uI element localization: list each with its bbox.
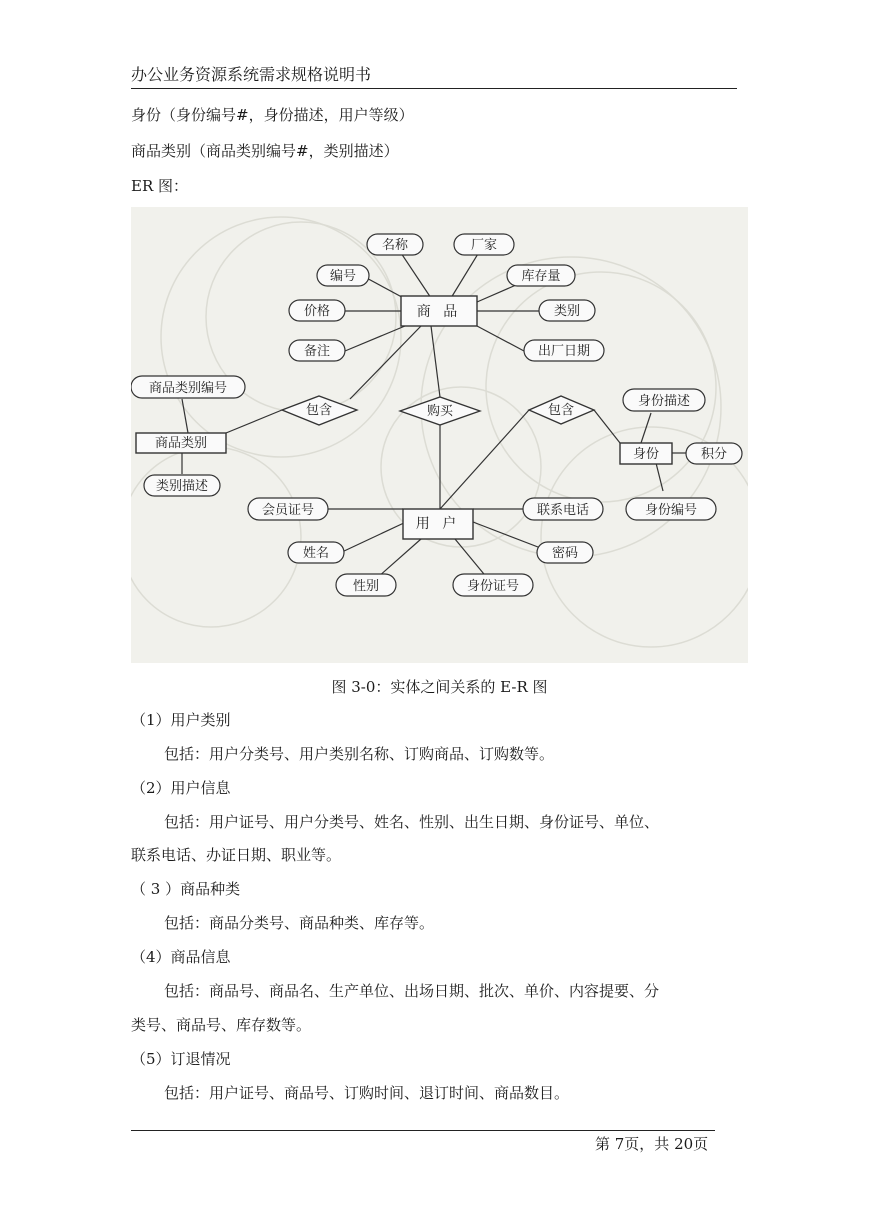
relation-contains-category-label: 包含: [305, 403, 333, 418]
entity-identity-label: 身份: [632, 447, 660, 462]
section-2-body-line-2: 联系电话、办证日期、职业等。: [131, 846, 342, 864]
attr-product-type-label: 类别: [553, 304, 581, 319]
attr-identity-desc-label: 身份描述: [637, 394, 691, 409]
er-diagram: [131, 207, 748, 663]
entity-category-label: 商品类别: [154, 436, 208, 451]
attr-product-stock-label: 库存量: [521, 269, 561, 284]
attr-category-id-label: 商品类别编号: [148, 381, 228, 396]
figure-caption: 图 3-0：实体之间关系的 E-R 图: [331, 678, 548, 696]
attr-product-note-label: 备注: [303, 344, 331, 359]
section-2-heading: （2）用户信息: [131, 779, 231, 797]
attr-product-maker-label: 厂家: [470, 238, 498, 253]
section-4-heading: （4）商品信息: [131, 948, 231, 966]
attr-user-member-id-label: 会员证号: [261, 503, 315, 518]
attr-user-gender-label: 性别: [352, 579, 380, 594]
attr-user-idcard-label: 身份证号: [466, 579, 520, 594]
section-2-body-line-1: 包括：用户证号、用户分类号、姓名、性别、出生日期、身份证号、单位、: [164, 813, 660, 831]
relation-contains-identity-label: 包含: [547, 403, 575, 418]
document-title: 办公业务资源系统需求规格说明书: [131, 65, 372, 84]
attr-product-date-label: 出厂日期: [537, 344, 591, 359]
attr-category-desc-label: 类别描述: [155, 479, 209, 494]
er-diagram-svg: [131, 207, 748, 663]
entity-product-label: 商 品: [416, 304, 462, 320]
attr-product-code-label: 编号: [329, 269, 357, 284]
attr-product-price-label: 价格: [303, 304, 331, 319]
section-4-body-line-1: 包括：商品号、商品名、生产单位、出场日期、批次、单价、内容提要、分: [164, 982, 660, 1000]
section-5-heading: （5）订退情况: [131, 1050, 231, 1068]
attr-identity-id-label: 身份编号: [644, 503, 698, 518]
section-5-body: 包括：用户证号、商品号、订购时间、退订时间、商品数目。: [164, 1084, 570, 1102]
page-header: [131, 62, 737, 89]
entity-user-label: 用 户: [415, 516, 461, 532]
intro-line-identity: 身份（身份编号#，身份描述，用户等级）: [131, 106, 414, 124]
page-number: 第 7页，共 20页: [595, 1135, 709, 1153]
relation-purchase-label: 购买: [426, 404, 454, 419]
attr-user-phone-label: 联系电话: [536, 503, 590, 518]
section-3-heading: （ 3 ）商品种类: [131, 880, 241, 898]
section-1-body: 包括：用户分类号、用户类别名称、订购商品、订购数等。: [164, 745, 555, 763]
attr-identity-points-label: 积分: [700, 447, 728, 462]
section-1-heading: （1）用户类别: [131, 711, 231, 729]
intro-line-category: 商品类别（商品类别编号#，类别描述）: [131, 142, 399, 160]
section-4-body-line-2: 类号、商品号、库存数等。: [131, 1016, 312, 1034]
section-3-body: 包括：商品分类号、商品种类、库存等。: [164, 914, 435, 932]
footer-rule: [131, 1130, 715, 1131]
attr-product-name-label: 名称: [381, 238, 409, 253]
attr-user-password-label: 密码: [551, 546, 579, 561]
intro-line-er: ER 图：: [131, 177, 189, 195]
attr-user-name-label: 姓名: [302, 546, 330, 561]
